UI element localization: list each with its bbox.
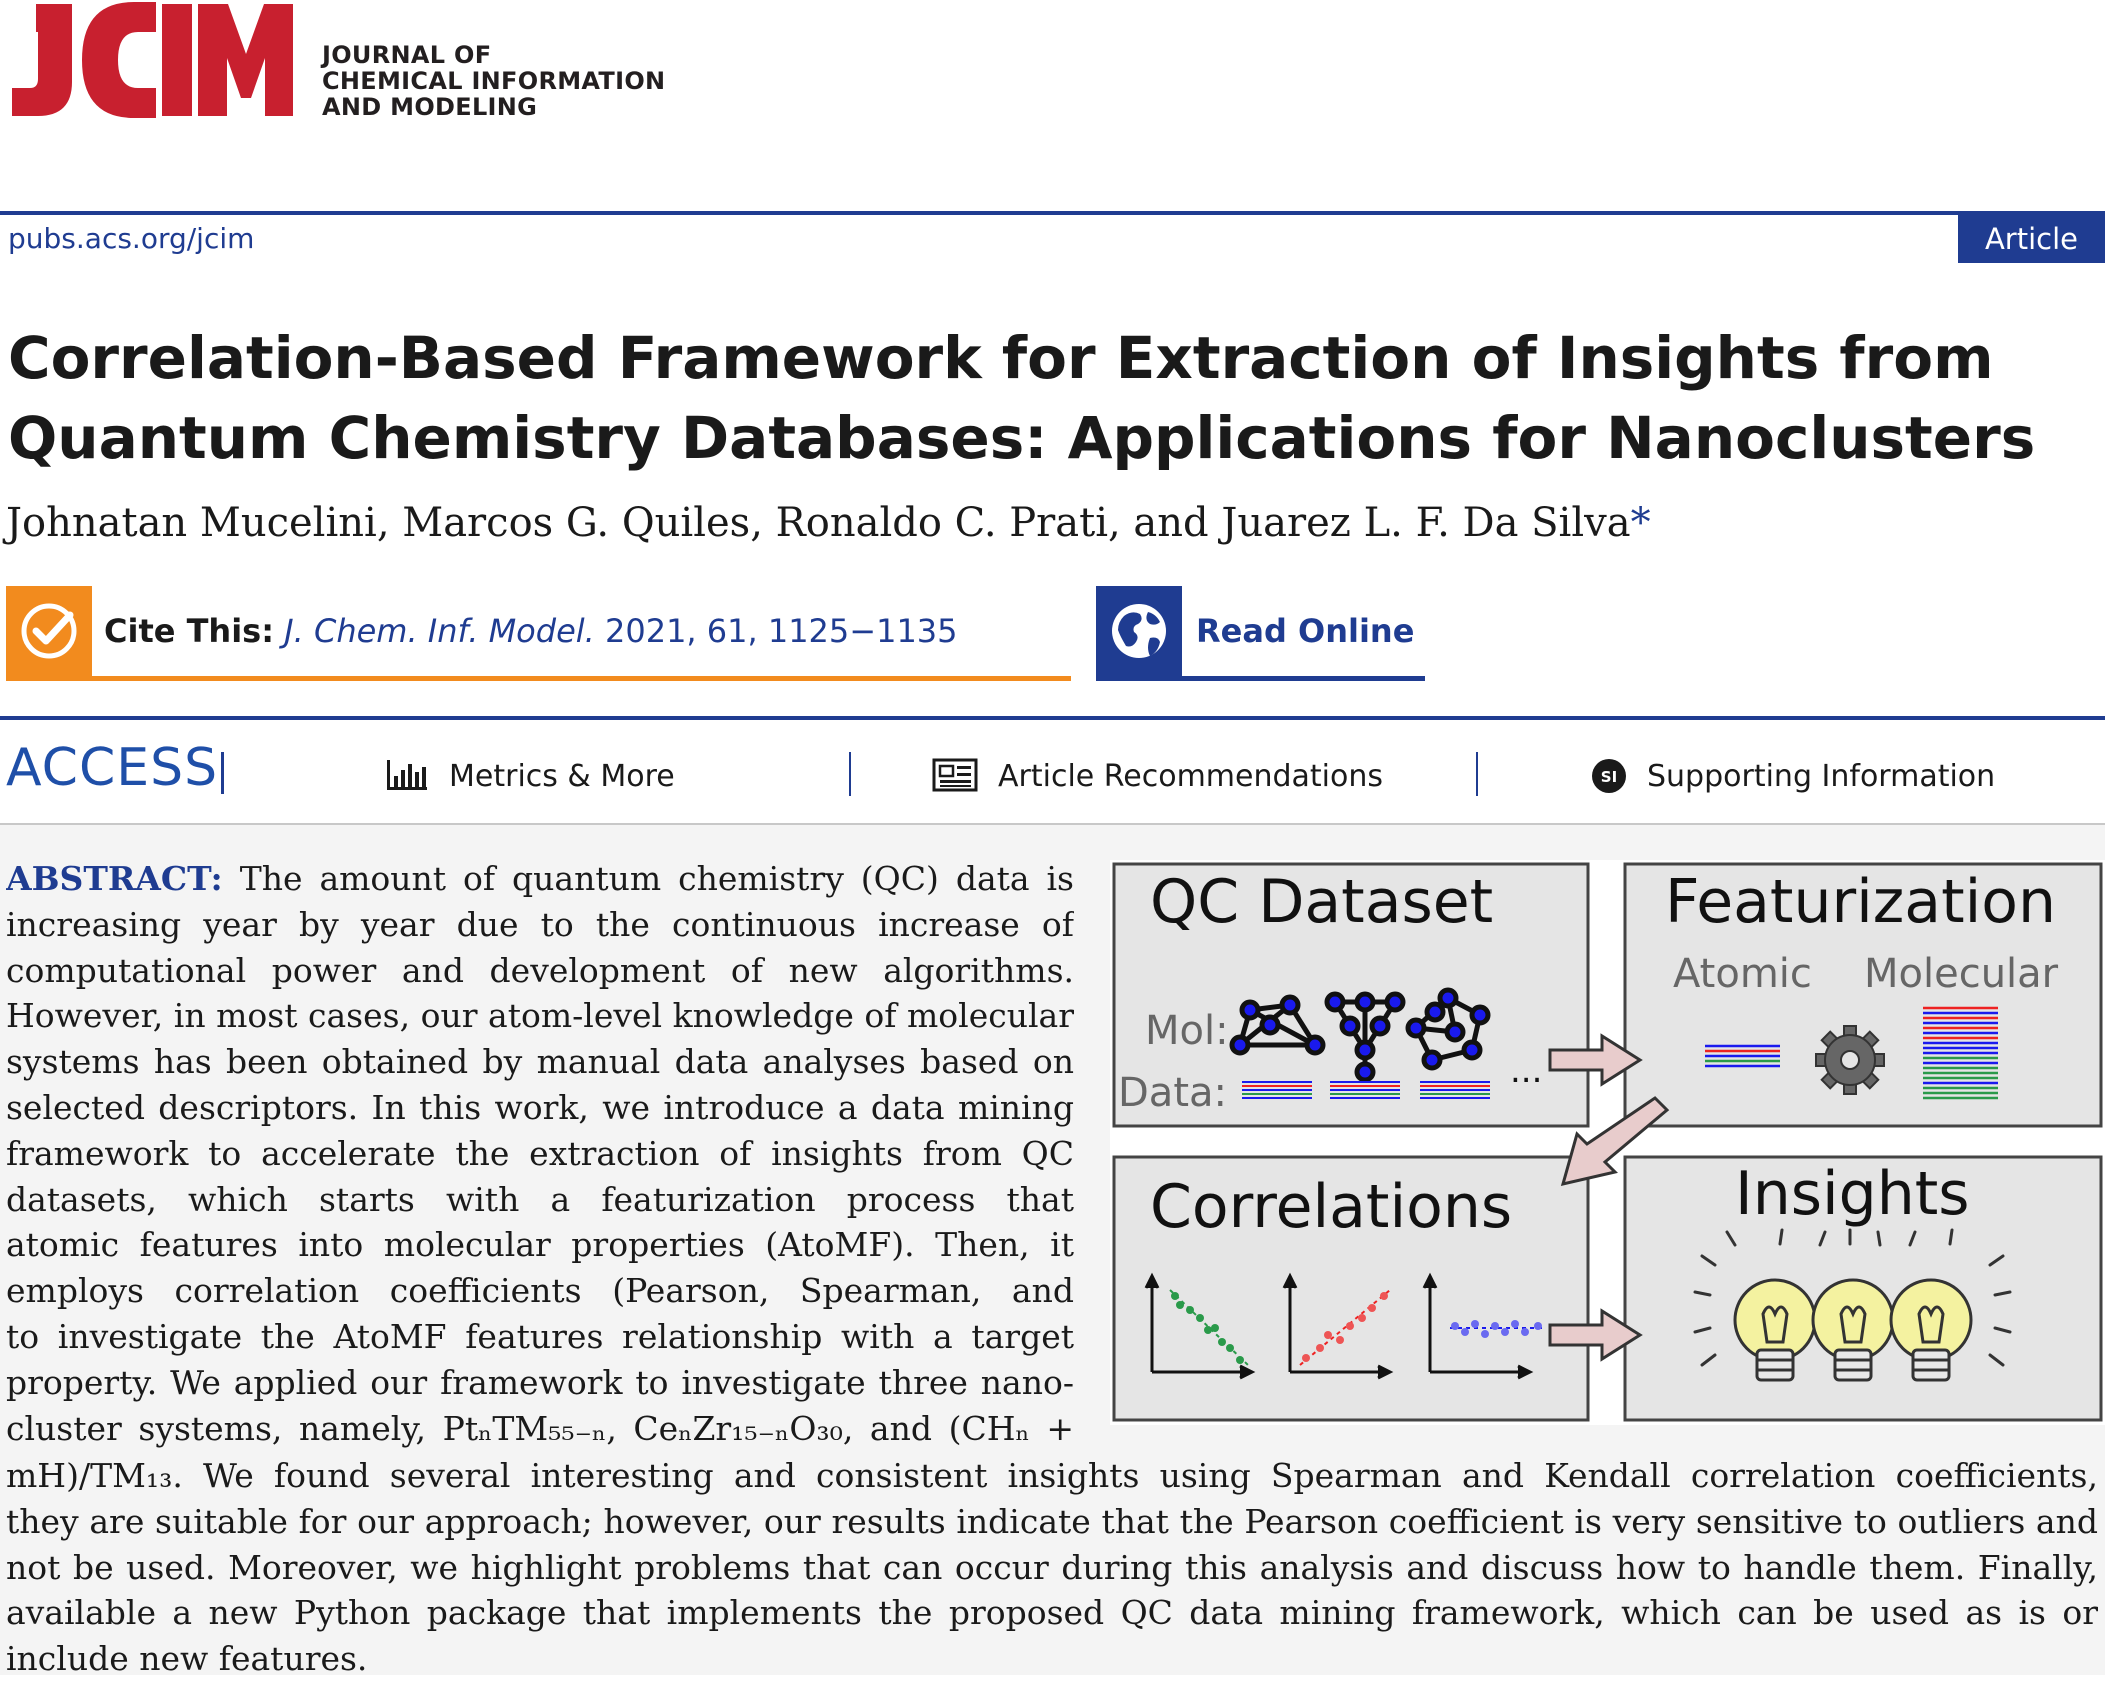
abstract-line: mH)/TM₁₃. We found several interesting and consistent insights using Spearman and Kendall correlation coefficients, bbox=[6, 1456, 2098, 1495]
abstract-column bbox=[6, 856, 1074, 1451]
journal-name bbox=[322, 42, 665, 120]
metrics-and-more-link[interactable] bbox=[385, 758, 675, 794]
data-label: Data: bbox=[1118, 1070, 1227, 1116]
journal-name-line: JOURNAL OF bbox=[322, 41, 492, 69]
abstract-line: systems has been obtained by manual data analyses based on bbox=[6, 1042, 1074, 1082]
svg-text:SI: SI bbox=[1600, 768, 1618, 786]
insights-title: Insights bbox=[1735, 1159, 1970, 1229]
access-divider bbox=[1476, 752, 1478, 796]
read-online-label: Read Online bbox=[1196, 612, 1415, 650]
journal-name-line: CHEMICAL INFORMATION bbox=[322, 67, 666, 95]
abstract-line: datasets, which starts with a featurization process that bbox=[6, 1179, 1074, 1219]
bar-chart-icon bbox=[385, 758, 429, 792]
article-recommendations-link[interactable] bbox=[932, 758, 1383, 794]
abstract-line: include new features. bbox=[6, 1639, 368, 1679]
mol-label: Mol: bbox=[1145, 1008, 1229, 1054]
abstract-fullwidth bbox=[6, 1453, 2098, 1682]
article-recommendations-label: Article Recommendations bbox=[998, 759, 1384, 794]
abstract-lead: ABSTRACT: bbox=[6, 859, 223, 898]
access-label: ACCESS bbox=[6, 738, 219, 798]
cite-journal[interactable]: J. Chem. Inf. Model. bbox=[284, 612, 595, 650]
newspaper-icon bbox=[932, 758, 980, 792]
cite-this-panel[interactable] bbox=[6, 586, 1071, 681]
qc-dataset-title: QC Dataset bbox=[1150, 867, 1494, 937]
citation-text bbox=[104, 612, 958, 650]
abstract-line: property. We applied our framework to investigate three nano- bbox=[6, 1362, 1074, 1402]
more-ellipsis: ... bbox=[1510, 1051, 1543, 1091]
corresponding-author-mark[interactable]: * bbox=[1630, 500, 1651, 546]
article-type-badge: Article bbox=[1958, 215, 2105, 263]
svg-text:JCIM: JCIM bbox=[6, 0, 9, 1]
featurization-title: Featurization bbox=[1665, 867, 2056, 937]
abstract-line: However, in most cases, our atom-level knowledge of molecular bbox=[6, 996, 1074, 1036]
si-icon bbox=[1591, 758, 1627, 794]
abstract-line: atomic features into molecular properties (AtoMF). Then, it bbox=[6, 1225, 1074, 1265]
toc-graphic bbox=[1110, 860, 2105, 1425]
cite-underline bbox=[6, 676, 1071, 681]
read-online-button[interactable] bbox=[1096, 586, 1425, 681]
globe-icon bbox=[1096, 586, 1182, 676]
metrics-and-more-label: Metrics & More bbox=[449, 759, 675, 794]
abstract-line: cluster systems, namely, PtₙTM₅₅₋ₙ, CeₙZr₁₅₋ₙO₃₀, and (CHₙ + bbox=[6, 1408, 1074, 1448]
abstract-line: selected descriptors. In this work, we introduce a data mining bbox=[6, 1087, 1074, 1127]
abstract-line: ABSTRACT: The amount of quantum chemistry (QC) data is bbox=[6, 859, 1074, 898]
abstract-line: framework to accelerate the extraction of insights from QC bbox=[6, 1133, 1074, 1173]
abstract-line: not be used. Moreover, we highlight problems that can occur during this analysis and discuss how to handle them. Finally, bbox=[6, 1547, 2098, 1587]
cite-details[interactable]: 2021, 61, 1125−1135 bbox=[594, 612, 958, 650]
check-icon bbox=[6, 586, 92, 676]
atomic-label: Atomic bbox=[1673, 951, 1812, 997]
abstract-line: computational power and development of new algorithms. bbox=[6, 950, 1074, 990]
access-rule-top bbox=[0, 716, 2105, 720]
read-online-underline bbox=[1096, 676, 1425, 681]
access-divider bbox=[221, 752, 224, 794]
authors-text: Johnatan Mucelini, Marcos G. Quiles, Ronaldo C. Prati, and Juarez L. F. Da Silva bbox=[6, 500, 1631, 546]
supporting-information-label: Supporting Information bbox=[1647, 759, 1996, 794]
abstract-line: increasing year by year due to the continuous increase of bbox=[6, 904, 1074, 944]
abstract-line: employs correlation coefficients (Pearson, Spearman, and bbox=[6, 1271, 1074, 1311]
abstract-line: to investigate the AtoMF features relationship with a target bbox=[6, 1316, 1074, 1356]
header-rule bbox=[0, 211, 2105, 215]
journal-site-link[interactable]: pubs.acs.org/jcim bbox=[8, 222, 255, 255]
supporting-information-link[interactable] bbox=[1591, 758, 1995, 794]
cite-label: Cite This: bbox=[104, 612, 275, 650]
journal-name-line: AND MODELING bbox=[322, 93, 538, 121]
gear-icon bbox=[1816, 1026, 1884, 1094]
author-list bbox=[6, 500, 1651, 546]
access-divider bbox=[849, 752, 851, 796]
molecular-label: Molecular bbox=[1864, 951, 2059, 997]
jcim-logo bbox=[6, 0, 293, 119]
abstract-line: they are suitable for our approach; however, our results indicate that the Pearson coefficient is very sensitive to outliers and bbox=[6, 1501, 2098, 1541]
article-title: Correlation-Based Framework for Extraction of Insights from Quantum Chemistry Databases: Applications for Nanoclusters bbox=[8, 324, 2036, 472]
abstract-line: available a new Python package that implements the proposed QC data mining framework, which can be used as is or bbox=[6, 1593, 2098, 1633]
correlations-title: Correlations bbox=[1150, 1172, 1513, 1242]
